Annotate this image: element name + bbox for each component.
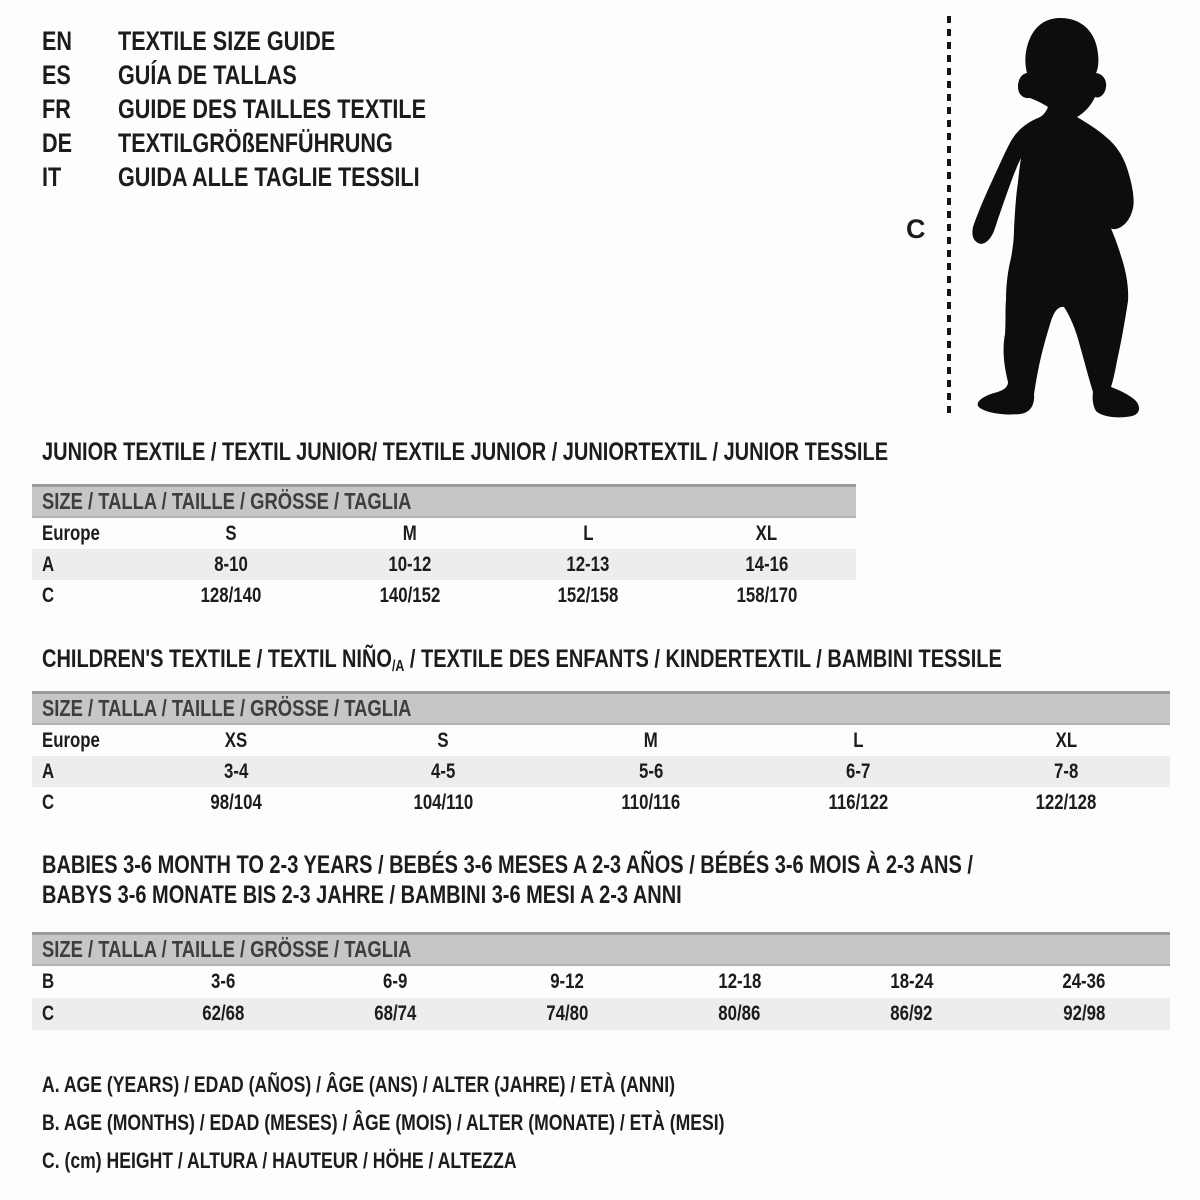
table-row bbox=[32, 580, 856, 611]
table-cell: 12-13 bbox=[566, 552, 610, 576]
table-cell: 62/68 bbox=[202, 1002, 245, 1025]
babies-section-title: BABIES 3-6 MONTH TO 2-3 YEARS / BEBÉS 3-6 MESES A 2-3 AÑOS / BÉBÉS 3-6 MOIS À 2-3 ANS / BABYS 3-6 MONATE BIS 2-3 JAHRE / BAMBINI 3-6 MESI A 2-3 ANNI bbox=[42, 851, 973, 909]
footnote-line: B. AGE (MONTHS) / EDAD (MESES) / ÂGE (MOIS) / ALTER (MONATE) / ETÀ (MESI) bbox=[42, 1110, 725, 1135]
table-cell: 6-7 bbox=[846, 759, 871, 783]
table-cell: M bbox=[643, 728, 658, 752]
table-cell: S bbox=[225, 521, 237, 545]
language-row bbox=[42, 126, 503, 160]
table-cell: 86/92 bbox=[890, 1002, 933, 1025]
table-cell: S bbox=[437, 728, 449, 752]
table-cell: 8-10 bbox=[214, 552, 249, 576]
babies-size-header-bar: SIZE / TALLA / TAILLE / GRÖSSE / TAGLIA bbox=[32, 932, 1170, 966]
language-row bbox=[42, 58, 503, 92]
table-cell: 3-4 bbox=[223, 759, 248, 783]
table-row bbox=[32, 725, 1170, 756]
table-cell: 18-24 bbox=[890, 970, 934, 993]
row-label: Europe bbox=[42, 728, 100, 752]
footnotes bbox=[42, 1072, 895, 1186]
language-title: GUIDA ALLE TAGLIE TESSILI bbox=[118, 161, 420, 192]
table-cell: 6-9 bbox=[383, 970, 408, 993]
children-size-header-bar: SIZE / TALLA / TAILLE / GRÖSSE / TAGLIA bbox=[32, 691, 1170, 725]
row-label: C bbox=[42, 583, 55, 607]
language-title: GUIDE DES TAILLES TEXTILE bbox=[118, 93, 427, 124]
table-cell: M bbox=[402, 521, 417, 545]
row-label: A bbox=[42, 759, 55, 783]
language-row bbox=[42, 92, 503, 126]
language-title: TEXTILE SIZE GUIDE bbox=[118, 25, 336, 56]
row-label: A bbox=[42, 552, 55, 576]
table-cell: 116/122 bbox=[828, 790, 889, 814]
table-cell: L bbox=[853, 728, 864, 752]
table-cell: 104/110 bbox=[413, 790, 474, 814]
height-measure-label: C bbox=[906, 214, 926, 244]
table-row bbox=[32, 966, 1170, 998]
language-code: ES bbox=[42, 59, 71, 90]
table-cell: 14-16 bbox=[745, 552, 789, 576]
table-cell: 24-36 bbox=[1062, 970, 1106, 993]
table-cell: 74/80 bbox=[546, 1002, 589, 1025]
table-cell: 110/116 bbox=[621, 790, 681, 814]
table-cell: XS bbox=[224, 728, 247, 752]
language-code: IT bbox=[42, 161, 62, 192]
table-cell: 10-12 bbox=[388, 552, 432, 576]
table-cell: 12-18 bbox=[718, 970, 762, 993]
table-cell: 9-12 bbox=[550, 970, 585, 993]
row-label: Europe bbox=[42, 521, 100, 545]
table-cell: XL bbox=[1055, 728, 1077, 752]
footnote-line: A. AGE (YEARS) / EDAD (AÑOS) / ÂGE (ANS) / ALTER (JAHRE) / ETÀ (ANNI) bbox=[42, 1072, 675, 1097]
language-title: GUÍA DE TALLAS bbox=[118, 59, 297, 90]
children-section-title: CHILDREN'S TEXTILE / TEXTIL NIÑO/A / TEXTILE DES ENFANTS / KINDERTEXTIL / BAMBINI TESSILE bbox=[42, 645, 1002, 675]
junior-size-table bbox=[32, 518, 856, 611]
row-label: B bbox=[42, 970, 55, 993]
junior-section-title: JUNIOR TEXTILE / TEXTIL JUNIOR/ TEXTILE JUNIOR / JUNIORTEXTIL / JUNIOR TESSILE bbox=[42, 438, 889, 466]
table-cell: 7-8 bbox=[1054, 759, 1079, 783]
language-list bbox=[42, 24, 503, 194]
title-subscript: /A bbox=[391, 658, 405, 675]
table-cell: 4-5 bbox=[431, 759, 456, 783]
table-row bbox=[32, 756, 1170, 787]
table-cell: L bbox=[583, 521, 594, 545]
table-cell: XL bbox=[756, 521, 778, 545]
table-row bbox=[32, 549, 856, 580]
baby-silhouette-icon bbox=[950, 10, 1200, 430]
row-label: C bbox=[42, 1002, 55, 1025]
language-row bbox=[42, 24, 503, 58]
table-cell: 80/86 bbox=[718, 1002, 761, 1025]
language-row bbox=[42, 160, 503, 194]
babies-size-table bbox=[32, 966, 1170, 1030]
table-cell: 128/140 bbox=[200, 583, 262, 607]
table-row bbox=[32, 518, 856, 549]
children-size-table bbox=[32, 725, 1170, 818]
junior-size-header-bar: SIZE / TALLA / TAILLE / GRÖSSE / TAGLIA bbox=[32, 484, 856, 518]
table-cell: 68/74 bbox=[374, 1002, 417, 1025]
footnote-line: C. (cm) HEIGHT / ALTURA / HAUTEUR / HÖHE / ALTEZZA bbox=[42, 1148, 517, 1173]
table-cell: 122/128 bbox=[1035, 790, 1097, 814]
table-cell: 3-6 bbox=[210, 970, 236, 993]
language-code: FR bbox=[42, 93, 71, 124]
language-code: DE bbox=[42, 127, 73, 158]
table-cell: 152/158 bbox=[557, 583, 619, 607]
row-label: C bbox=[42, 790, 55, 814]
table-row bbox=[32, 787, 1170, 818]
language-code: EN bbox=[42, 25, 73, 56]
table-cell: 92/98 bbox=[1062, 1002, 1105, 1025]
table-cell: 140/152 bbox=[379, 583, 441, 607]
table-cell: 98/104 bbox=[210, 790, 262, 814]
table-cell: 158/170 bbox=[736, 583, 798, 607]
language-title: TEXTILGRÖßENFÜHRUNG bbox=[118, 127, 393, 158]
table-row bbox=[32, 998, 1170, 1030]
table-cell: 5-6 bbox=[638, 759, 664, 783]
